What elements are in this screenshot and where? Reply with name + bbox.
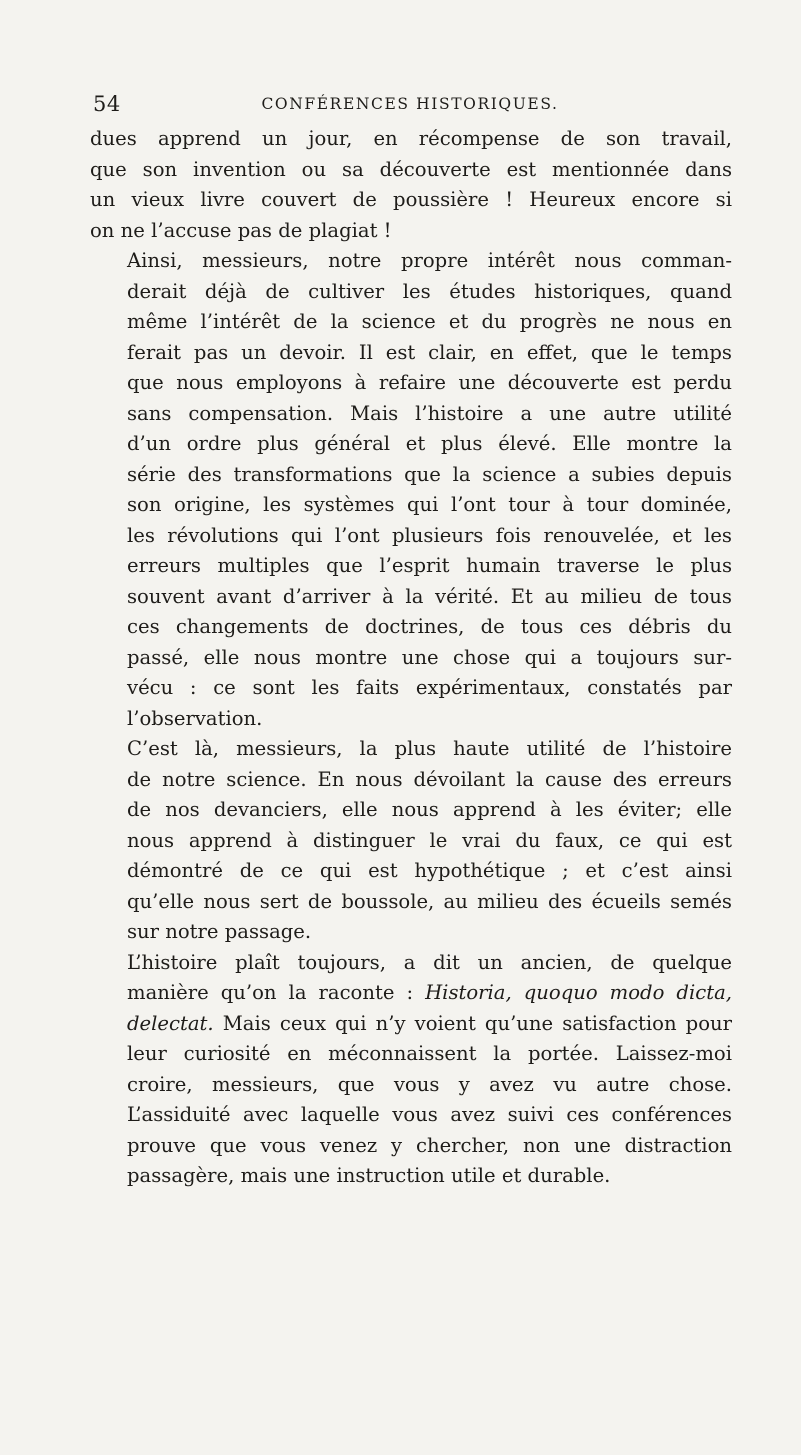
text-line: que son invention ou sa découverte est mentionnée dans (90, 157, 732, 181)
text-line: ces changements de doctrines, de tous ces débris du (127, 615, 732, 638)
body-text (90, 124, 732, 1192)
text-line: Ainsi, messieurs, notre propre intérêt nous comman- (127, 249, 732, 272)
text-line: passé, elle nous montre une chose qui a toujours sur- (127, 645, 732, 669)
paragraph-4 (90, 948, 732, 1192)
text-line: les révolutions qui l’ont plusieurs fois renouvelée, et les (127, 523, 732, 547)
paragraph-1 (90, 124, 732, 246)
text-line: l’observation. (127, 706, 263, 730)
paragraph-2 (90, 246, 732, 734)
text-fragment: Mais ceux qui n’y voient qu’une satisfaction pour (213, 1011, 732, 1035)
text-line: derait déjà de cultiver les études historiques, quand (127, 279, 732, 303)
text-line: qu’elle nous sert de boussole, au milieu des écueils semés (127, 889, 732, 913)
text-line: un vieux livre couvert de poussière ! Heureux encore si (90, 188, 732, 211)
text-line: erreurs multiples que l’esprit humain traverse le plus (127, 554, 732, 577)
text-line: son origine, les systèmes qui l’ont tour à tour dominée, (127, 493, 732, 516)
text-line: démontré de ce qui est hypothétique ; et c’est ainsi (127, 859, 732, 882)
running-head (93, 92, 727, 118)
text-line: vécu : ce sont les faits expérimentaux, constatés par (127, 676, 732, 699)
text-line: leur curiosité en méconnaissent la portée. Laissez-moi (127, 1042, 732, 1065)
text-line: ferait pas un devoir. Il est clair, en effet, que le temps (127, 340, 732, 364)
text-line: de notre science. En nous dévoilant la cause des erreurs (127, 767, 732, 791)
text-line: sur notre passage. (127, 920, 312, 943)
text-line: que nous employons à refaire une découverte est perdu (127, 371, 732, 394)
paragraph-3 (90, 734, 732, 948)
text-line: C’est là, messieurs, la plus haute utilité de l’histoire (127, 737, 732, 760)
page-number: 54 (93, 92, 121, 116)
text-line: nous apprend à distinguer le vrai du faux, ce qui est (127, 828, 732, 852)
text-line: L’histoire plaît toujours, a dit un ancien, de quelque (127, 950, 732, 974)
text-line-with-quote (90, 978, 732, 1009)
text-fragment: manière qu’on la raconte : (127, 981, 426, 1004)
text-line: croire, messieurs, que vous y avez vu autre chose. (127, 1072, 732, 1096)
text-line: prouve que vous venez y chercher, non une distraction (127, 1133, 732, 1157)
text-line-with-quote (90, 1009, 732, 1040)
text-line: L’assiduité avec laquelle vous avez suivi ces conférences (127, 1103, 732, 1126)
text-line: on ne l’accuse pas de plagiat ! (90, 218, 392, 242)
running-title: CONFÉRENCES HISTORIQUES. (261, 95, 559, 113)
latin-quotation-end: delectat. (127, 1011, 214, 1035)
text-line: passagère, mais une instruction utile et durable. (127, 1164, 611, 1187)
text-line: de nos devanciers, elle nous apprend à les éviter; elle (127, 798, 732, 821)
text-line: série des transformations que la science a subies depuis (127, 462, 732, 486)
text-line: même l’intérêt de la science et du progrès ne nous en (127, 310, 732, 333)
text-line: dues apprend un jour, en récompense de son travail, (90, 127, 732, 150)
text-line: d’un ordre plus général et plus élevé. Elle montre la (127, 432, 732, 455)
text-line: souvent avant d’arriver à la vérité. Et au milieu de tous (127, 584, 732, 608)
latin-quotation: Historia, quoquo modo dicta, (425, 981, 732, 1004)
text-line: sans compensation. Mais l’histoire a une autre utilité (127, 401, 732, 425)
